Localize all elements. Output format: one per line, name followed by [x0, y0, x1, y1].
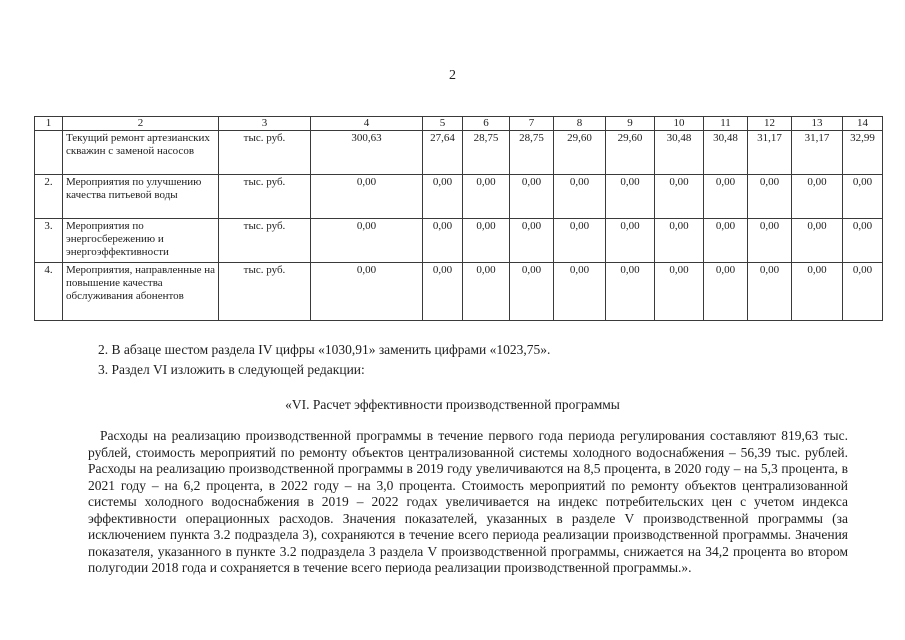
- value-cell: 0,00: [606, 175, 655, 219]
- value-cell: 0,00: [311, 175, 423, 219]
- value-cell: 28,75: [510, 131, 554, 175]
- value-cell: 0,00: [704, 175, 748, 219]
- column-number: 10: [655, 117, 704, 131]
- amendment-item-2: 2. В абзаце шестом раздела IV цифры «1030,91» заменить цифрами «1023,75».: [98, 342, 551, 357]
- program-costs-table: [34, 116, 883, 321]
- column-number: 12: [748, 117, 792, 131]
- row-number: 4.: [35, 263, 63, 321]
- value-cell: 0,00: [423, 219, 463, 263]
- value-cell: 31,17: [748, 131, 792, 175]
- column-number-row: [35, 117, 883, 131]
- value-cell: 0,00: [792, 219, 843, 263]
- column-number: 2: [63, 117, 219, 131]
- value-cell: 29,60: [554, 131, 606, 175]
- unit-cell: тыс. руб.: [219, 219, 311, 263]
- value-cell: 0,00: [843, 263, 883, 321]
- value-cell: 0,00: [510, 175, 554, 219]
- column-number: 4: [311, 117, 423, 131]
- value-cell: 0,00: [792, 263, 843, 321]
- row-number: 2.: [35, 175, 63, 219]
- value-cell: 0,00: [554, 219, 606, 263]
- unit-cell: тыс. руб.: [219, 131, 311, 175]
- column-number: 7: [510, 117, 554, 131]
- column-number: 13: [792, 117, 843, 131]
- value-cell: 32,99: [843, 131, 883, 175]
- unit-cell: тыс. руб.: [219, 175, 311, 219]
- value-cell: 0,00: [792, 175, 843, 219]
- value-cell: 0,00: [423, 175, 463, 219]
- column-number: 6: [463, 117, 510, 131]
- value-cell: 0,00: [748, 219, 792, 263]
- value-cell: 30,48: [704, 131, 748, 175]
- table-row: [35, 131, 883, 175]
- page-number: 2: [449, 68, 456, 83]
- row-number: 3.: [35, 219, 63, 263]
- value-cell: 0,00: [463, 175, 510, 219]
- measure-name: Мероприятия, направленные на повышение качества обслуживания абонентов: [63, 263, 219, 321]
- value-cell: 0,00: [655, 219, 704, 263]
- value-cell: 0,00: [554, 263, 606, 321]
- value-cell: 0,00: [423, 263, 463, 321]
- value-cell: 0,00: [843, 219, 883, 263]
- value-cell: 0,00: [510, 219, 554, 263]
- column-number: 1: [35, 117, 63, 131]
- value-cell: 0,00: [748, 175, 792, 219]
- amendment-item-3: 3. Раздел VI изложить в следующей редакции:: [98, 362, 365, 377]
- value-cell: 0,00: [463, 219, 510, 263]
- table-row: [35, 219, 883, 263]
- measure-name: Текущий ремонт артезианских скважин с заменой насосов: [63, 131, 219, 175]
- measure-name: Мероприятия по энергосбережению и энергоэффективности: [63, 219, 219, 263]
- table-row: [35, 175, 883, 219]
- section-heading: «VI. Расчет эффективности производственной программы: [285, 397, 620, 412]
- column-number: 14: [843, 117, 883, 131]
- value-cell: 0,00: [704, 263, 748, 321]
- value-cell: 0,00: [655, 175, 704, 219]
- section-body-paragraph: Расходы на реализацию производственной программы в течение первого года периода регулирования составляют 819,63 тыс. рублей, стоимость мероприятий по ремонту объектов централизованной системы холодного водоснабжения – 56,39 тыс. рублей. Расходы на реализацию производственной программы в 2019 году увеличиваются на 8,5 процента, в 2020 году – на 5,3 процента, в 2021 году – на 6,2 процента, в 2022 году – на 3,0 процента. Стоимость мероприятий по ремонту объектов централизованной системы холодного водоснабжения в 2019 – 2022 годах увеличивается на индекс потребительских цен с учетом индекса эффективности операционных расходов. Значения показателей, указанных в разделе V производственной программы (за исключением пункта 3.2 подраздела 3), сохраняются в течение всего периода реализации производственной программы. Значения показателя, указанного в пункте 3.2 подраздела 3 раздела V производственной программы, снижается на 34,2 процента во втором полугодии 2018 года и сохраняется в течение всего периода реализации производственной программы.».: [88, 428, 848, 575]
- value-cell: 27,64: [423, 131, 463, 175]
- value-cell: 0,00: [311, 219, 423, 263]
- column-number: 8: [554, 117, 606, 131]
- value-cell: 0,00: [606, 263, 655, 321]
- unit-cell: тыс. руб.: [219, 263, 311, 321]
- value-cell: 30,48: [655, 131, 704, 175]
- table-row: [35, 263, 883, 321]
- value-cell: 0,00: [463, 263, 510, 321]
- column-number: 9: [606, 117, 655, 131]
- column-number: 11: [704, 117, 748, 131]
- value-cell: 0,00: [843, 175, 883, 219]
- value-cell: 31,17: [792, 131, 843, 175]
- value-cell: 0,00: [311, 263, 423, 321]
- value-cell: 0,00: [655, 263, 704, 321]
- measure-name: Мероприятия по улучшению качества питьевой воды: [63, 175, 219, 219]
- value-cell: 28,75: [463, 131, 510, 175]
- value-cell: 0,00: [606, 219, 655, 263]
- value-cell: 0,00: [748, 263, 792, 321]
- row-number: [35, 131, 63, 175]
- value-cell: 300,63: [311, 131, 423, 175]
- value-cell: 29,60: [606, 131, 655, 175]
- value-cell: 0,00: [510, 263, 554, 321]
- column-number: 5: [423, 117, 463, 131]
- column-number: 3: [219, 117, 311, 131]
- value-cell: 0,00: [554, 175, 606, 219]
- value-cell: 0,00: [704, 219, 748, 263]
